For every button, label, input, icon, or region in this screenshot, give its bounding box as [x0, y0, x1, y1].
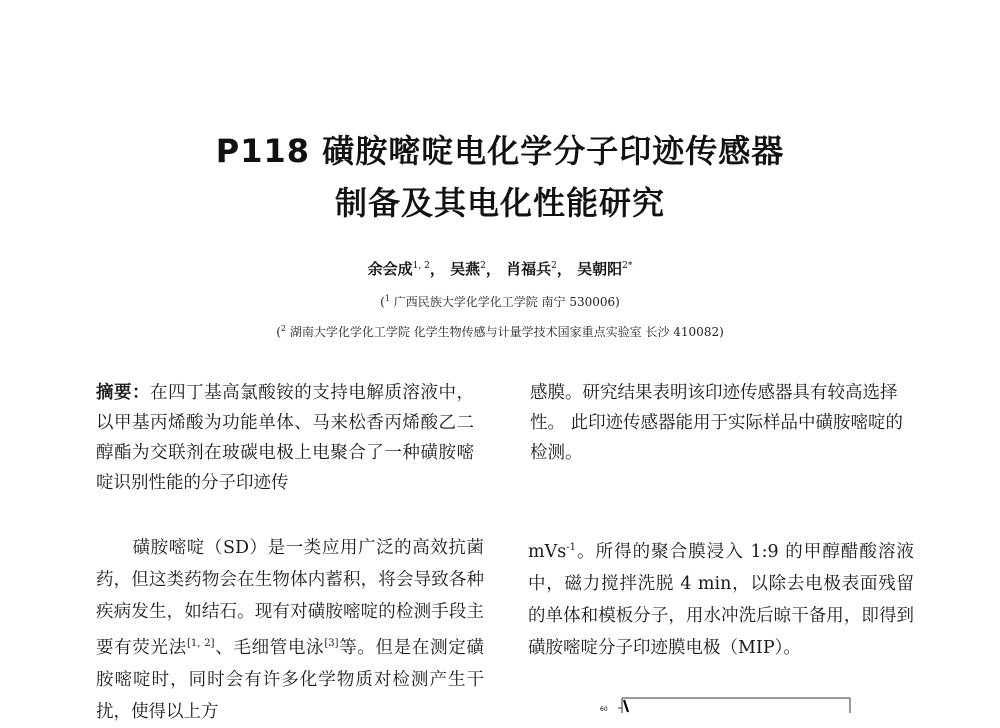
abstract-right-column — [530, 378, 910, 468]
author-separator: ， — [485, 260, 501, 278]
body-paragraph-intro — [96, 532, 484, 728]
author-separator: ， — [556, 260, 572, 278]
affiliation-text: 湖南大学化学化工学院 化学生物传感与计量学技术国家重点实验室 长沙 410082) — [289, 325, 724, 339]
author-affiliation-mark: 1, 2 — [412, 261, 430, 271]
abstract-label: 摘要： — [96, 383, 151, 403]
figure-curve — [624, 700, 628, 712]
body-text: 等。但是在测定磺胺嘧啶时，同时会有许多化学物质对检测产生干扰，使得以上方 — [96, 637, 484, 722]
body-text: 。所得的聚合膜浸入 1:9 的甲醇醋酸溶液中，磁力搅拌洗脱 4 min，以除去电极表面残留的单体和模板分子，用水冲洗后晾干备用，即得到磺胺嘧啶分子印迹膜电极（MIP）。 — [528, 541, 914, 658]
abstract-text-left: 在四丁基高氯酸铵的支持电解质溶液中，以甲基丙烯酸为功能单体、马来松香丙烯酸乙二醇酯为交联剂在玻碳电极上电聚合了一种磺胺嘧啶识别性能的分子印迹传 — [96, 383, 475, 493]
paper-title-line-1: P118 磺胺嘧啶电化学分子印迹传感器 — [215, 132, 785, 170]
body-text: 磺胺嘧啶（SD）是一类应用广泛的高效抗菌药，但这类药物会在生物体内蓄积，将会导致各种疾病发生，如结石。现有对磺胺嘧啶的检测手段主要有荧光法 — [96, 538, 484, 658]
author-name: 吴朝阳 — [577, 260, 623, 278]
unit-exponent: -1 — [566, 542, 576, 553]
author-name: 余会成 — [367, 260, 413, 278]
author-name: 肖福兵 — [506, 260, 552, 278]
affiliation-1 — [0, 293, 1000, 310]
affiliation-2 — [0, 323, 1000, 340]
paper-title-line-2: 制备及其电化性能研究 — [334, 184, 665, 222]
abstract-paragraph — [96, 378, 474, 498]
body-left-column — [96, 532, 484, 728]
author-affiliation-mark: 2* — [622, 261, 633, 271]
affiliation-open-paren: ( — [276, 325, 281, 339]
affiliation-mark: 1 — [384, 294, 390, 303]
author-name: 吴燕 — [450, 260, 481, 278]
author-affiliation-mark: 2 — [551, 261, 557, 271]
figure-y-tick-label: 60 — [600, 706, 608, 713]
citation-3: [3] — [324, 638, 339, 649]
author-affiliation-mark: 2 — [480, 261, 486, 271]
author-separator: ， — [429, 260, 445, 278]
abstract-left-column — [96, 378, 474, 498]
author-list — [0, 258, 1000, 279]
figure-top-edge — [590, 690, 870, 713]
body-paragraph-method — [528, 532, 914, 664]
citation-1-2: [1, 2] — [186, 638, 215, 649]
affiliation-open-paren: ( — [380, 295, 385, 309]
body-right-column — [528, 532, 914, 664]
body-text: 、毛细管电泳 — [214, 637, 325, 658]
affiliation-mark: 2 — [280, 324, 286, 333]
unit-mvs: mVs — [528, 541, 567, 562]
abstract-text-right: 感膜。研究结果表明该印迹传感器具有较高选择性。 此印迹传感器能用于实际样品中磺胺嘧啶的检测。 — [530, 383, 904, 463]
affiliation-text: 广西民族大学化学化工学院 南宁 530006) — [393, 295, 620, 309]
